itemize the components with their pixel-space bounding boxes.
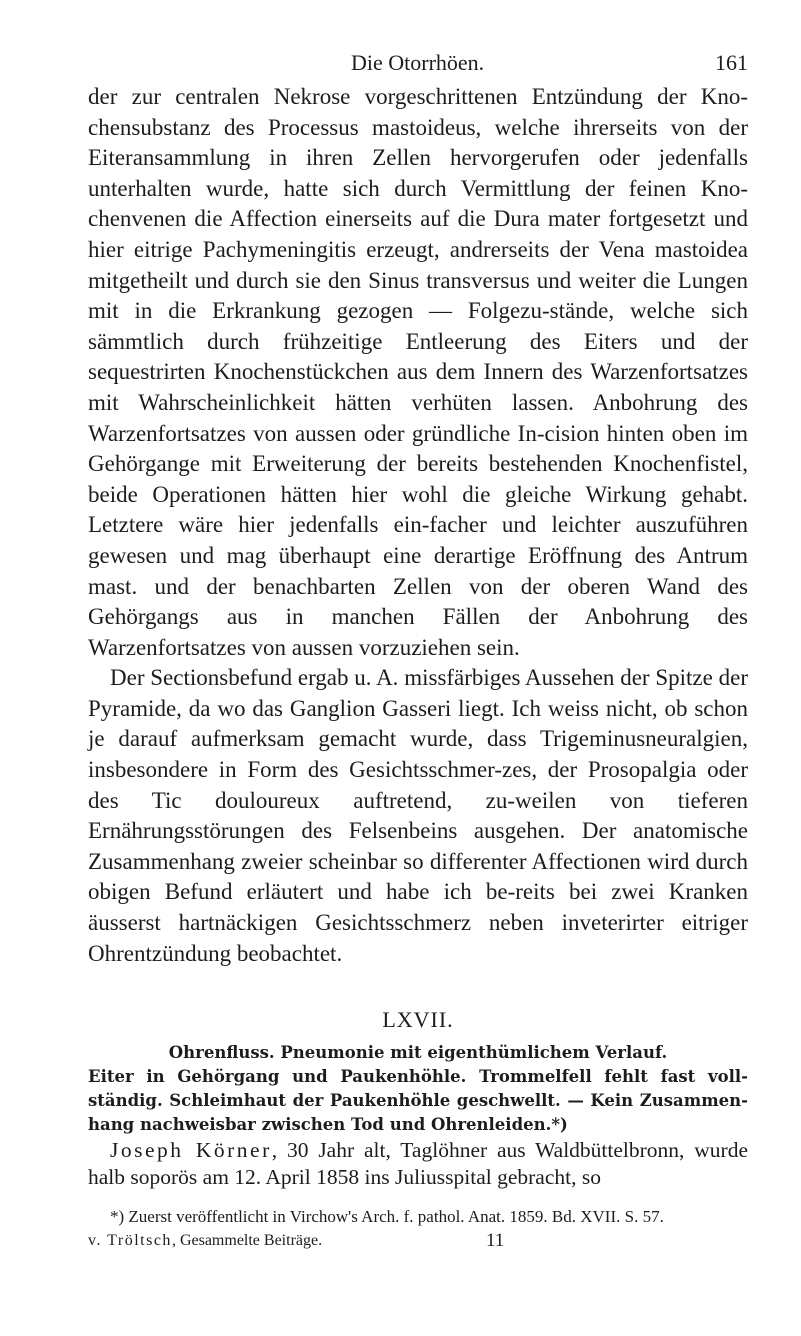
page-header bbox=[88, 50, 748, 82]
imprint-title: , Gesammelte Beiträge. bbox=[171, 1232, 323, 1250]
footnote: *) Zuerst veröffentlicht in Virchow's Arch. f. pathol. Anat. 1859. Bd. XVII. S. 57. bbox=[110, 1207, 664, 1227]
signature-mark: 11 bbox=[486, 1230, 505, 1252]
imprint-author: v. Tröltsch bbox=[88, 1232, 172, 1250]
case-heading-line1: Ohrenfluss. Pneumonie mit eigenthümlichem Verlauf. bbox=[168, 1043, 668, 1063]
case-heading-rest: Eiter in Gehörgang und Paukenhöhle. Trommelfell fehlt fast voll-ständig. Schleimhaut der Paukenhöhle geschwellt. — Kein Zusammen-hang nachweisbar zwischen Tod und Ohrenleiden.*) bbox=[88, 1067, 748, 1135]
imprint bbox=[88, 1232, 322, 1250]
paragraph: Der Sectionsbefund ergab u. A. missfärbiges Aussehen der Spitze der Pyramide, da wo das Ganglion Gasseri liegt. Ich weiss nicht, ob schon je darauf aufmerksam gemacht wurde, dass Trigeminusneuralgien, insbesondere in Form des Gesichtsschmer-zes, der Prosopalgia oder des Tic douloureux auftretend, zu-weilen von tieferen Ernährungsstörungen des Felsenbeins ausgehen. Der anatomische Zusammenhang zweier scheinbar so differenter Affectionen wird durch obigen Befund erläutert und habe ich be-reits bei zwei Kranken äusserst hartnäckigen Gesichtsschmerz neben inveterirter eitriger Ohrentzündung beobachtet. bbox=[88, 665, 748, 966]
case-number: LXVII. bbox=[382, 1007, 454, 1033]
paragraph: der zur centralen Nekrose vorgeschrittenen Entzündung der Kno-chensubstanz des Processus mastoideus, welche ihrerseits von der Eiteransammlung in ihren Zellen hervorgerufen oder jedenfalls unterhalten wurde, hatte sich durch Vermittlung der feinen Kno-chenvenen die Affection einerseits auf die Dura mater fortgesetzt und hier eitrige Pachymeningitis erzeugt, andrerseits der Vena mastoidea mitgetheilt und durch sie den Sinus transversus und weiter die Lungen mit in die Erkrankung gezogen — Folgezu-stände, welche sich sämmtlich durch frühzeitige Entleerung des Eiters und der sequestrirten Knochenstückchen aus dem Innern des Warzenfortsatzes mit Wahrscheinlichkeit hätten verhüten lassen. Anbohrung des Warzenfortsatzes von aussen oder gründliche In-cision hinten oben im Gehörgange mit Erweiterung der bereits bestehenden Knochenfistel, beide Operationen hätten hier wohl die gleiche Wirkung gehabt. Letztere wäre hier jedenfalls ein-facher und leichter auszuführen gewesen und mag überhaupt eine derartige Eröffnung des Antrum mast. und der benachbarten Zellen von der oberen Wand des Gehörgangs aus in manchen Fällen der Anbohrung des Warzenfortsatzes von aussen vorzuziehen sein. bbox=[88, 84, 748, 660]
main-text bbox=[88, 82, 748, 969]
patient-name: Joseph Körner bbox=[110, 1138, 272, 1163]
case-heading bbox=[88, 1041, 748, 1137]
case-paragraph bbox=[88, 1137, 748, 1191]
running-title: Die Otorrhöen. bbox=[351, 50, 485, 75]
page-footer bbox=[88, 1232, 748, 1258]
book-page bbox=[88, 50, 748, 1258]
case-paragraph-text: , 30 Jahr alt, Taglöhner aus Waldbüttelbronn, wurde halb soporös am 12. April 1858 ins Juliusspital gebracht, so bbox=[88, 1138, 749, 1190]
page-number: 161 bbox=[715, 50, 748, 75]
case-text bbox=[88, 1137, 748, 1191]
